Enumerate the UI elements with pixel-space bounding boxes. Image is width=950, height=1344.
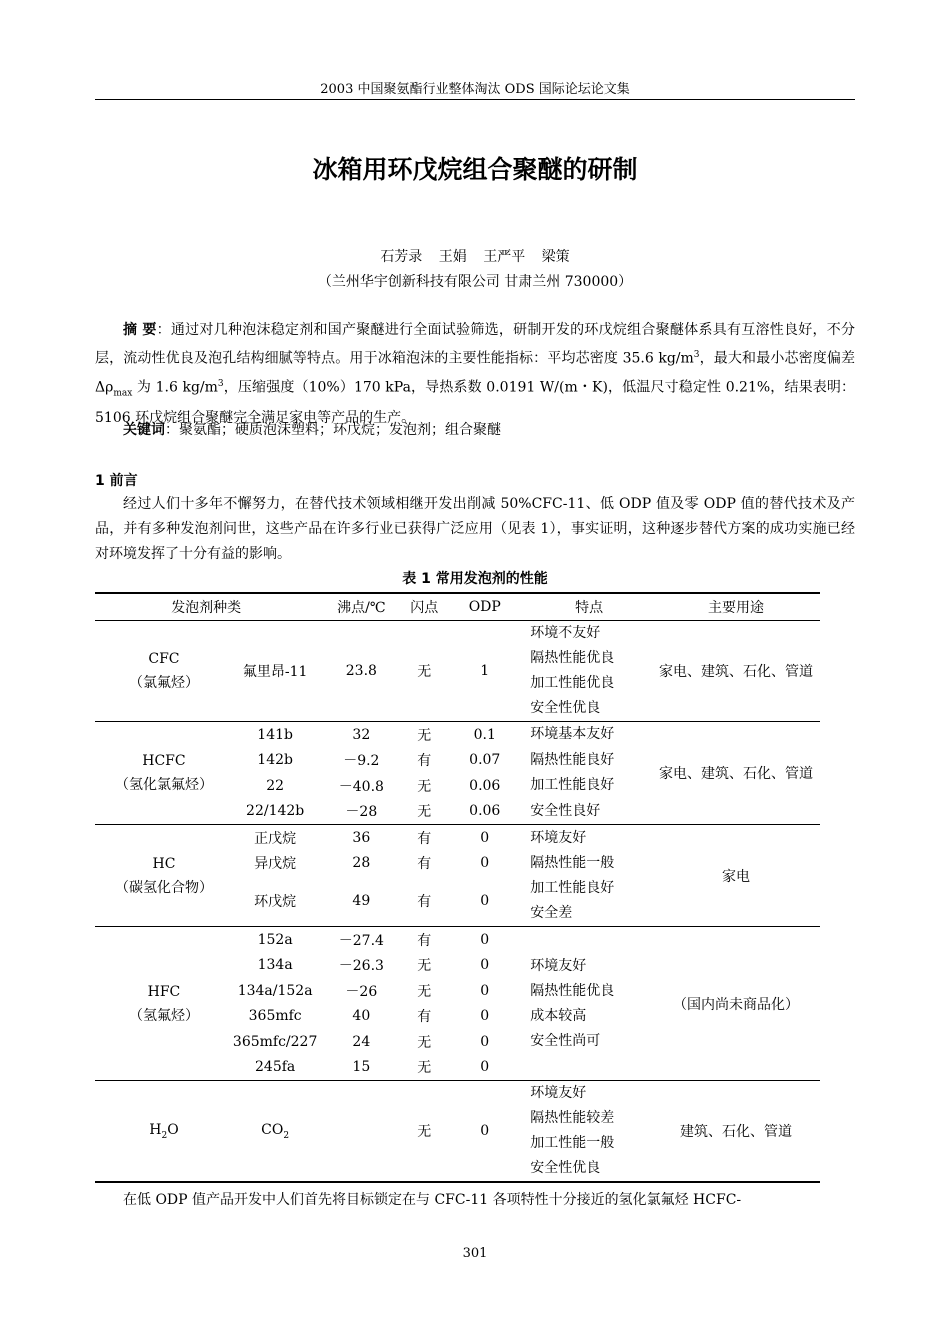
abstract-text: 通过对几种泡沫稳定剂和国产聚醚进行全面试验筛选，研制开发的环戊烷组合聚醚体系具有互溶性良好，不分层，流动性优良及泡孔结构细腻等特点。用于冰箱泡沫的主要性能指标：平均芯密度 35.6 kg/m — [95, 322, 856, 367]
keywords-sep: ： — [165, 422, 179, 438]
table-row — [95, 927, 820, 953]
flash-point: 无 — [417, 983, 432, 1000]
agent-name: 152a — [257, 931, 293, 948]
flash-point: 无 — [405, 621, 443, 722]
abstract-text: 为 1.6 kg/m — [132, 379, 218, 396]
odp-value: 0.1 — [473, 726, 496, 743]
keywords-label: 关键词 — [123, 422, 165, 438]
body-paragraph: 经过人们十多年不懈努力，在替代技术领域相继开发出削减 50%CFC-11、低 ODP 值及零 ODP 值的替代技术及产品，并有多种发泡剂问世，这些产品在许多行业已获得广泛应用（见表 1），事实证明，这种逐步替代方案的成功实施已经对环境发挥了十分有益的影响。 — [95, 496, 855, 562]
agent-name: 22 — [266, 777, 285, 794]
flash-point: 有 — [417, 1009, 432, 1026]
agent-name: 365mfc — [248, 1008, 302, 1025]
odp-value: 0 — [480, 931, 490, 948]
flash-point: 无 — [405, 799, 443, 825]
keywords — [95, 418, 855, 443]
affiliation: （兰州华宇创新科技有限公司 甘肃兰州 730000） — [317, 274, 633, 290]
boiling-point: 24 — [352, 1033, 371, 1050]
author: 梁策 — [541, 249, 570, 265]
boiling-point: 15 — [317, 1055, 405, 1081]
boiling-point: －9.2 — [343, 753, 380, 770]
boiling-point: 32 — [352, 726, 371, 743]
boiling-point: 28 — [352, 855, 371, 872]
header-rule — [95, 99, 855, 100]
odp-value: 0 — [480, 829, 490, 846]
main-use: （国内尚未商品化） — [652, 927, 820, 1081]
boiling-point: －26.3 — [338, 958, 384, 975]
agent-name: 141b — [257, 726, 293, 743]
flash-point: 无 — [417, 778, 432, 795]
odp-value: 0 — [443, 876, 526, 927]
table-caption: 表 1 常用发泡剂的性能 — [402, 571, 548, 587]
agent-name: 134a/152a — [237, 982, 313, 999]
main-use: 家电、建筑、石化、管道 — [652, 621, 820, 722]
abstract-text: ，最大和最小芯密度偏差 Δρ — [95, 350, 856, 396]
author: 王娟 — [438, 249, 467, 265]
table-row — [95, 722, 820, 748]
header-main-use: 主要用途 — [652, 593, 820, 621]
odp-value: 0.06 — [469, 777, 501, 794]
boiling-point — [317, 1081, 405, 1183]
header-flash-point: 闪点 — [405, 593, 443, 621]
odp-value: 0 — [480, 855, 490, 872]
agent-name: $CO_2$ — [233, 1081, 317, 1183]
features-cell: 隔热性能良好 — [530, 751, 615, 768]
header-boiling-point: 沸点/℃ — [317, 593, 405, 621]
agent-name: 134a — [257, 957, 293, 974]
body-paragraph: 在低 ODP 值产品开发中人们首先将目标锁定在与 CFC-11 各项特性十分接近的氢化氯氟烃 HCFC- — [123, 1192, 742, 1208]
paper-title: 冰箱用环戊烷组合聚醚的研制 — [312, 155, 638, 184]
flash-point: 有 — [417, 932, 432, 949]
features-cell: 环境友好 隔热性能较差 加工性能一般 安全性优良 — [526, 1081, 652, 1183]
flash-point: 有 — [405, 876, 443, 927]
odp-value: 0 — [443, 1055, 526, 1081]
boiling-point: －40.8 — [338, 778, 384, 795]
author-list — [95, 246, 855, 266]
boiling-point: －28 — [317, 799, 405, 825]
table-row — [95, 621, 820, 722]
boiling-point: 23.8 — [317, 621, 405, 722]
odp-value: 0 — [443, 1081, 526, 1183]
features-cell: 加工性能良好 — [530, 777, 615, 794]
odp-value: 1 — [443, 621, 526, 722]
flash-point: 无 — [417, 1034, 432, 1051]
agent-name: 氟里昂-11 — [233, 621, 317, 722]
odp-value: 0 — [480, 957, 490, 974]
odp-value: 0 — [480, 1008, 490, 1025]
page-number: 301 — [462, 1246, 488, 1261]
flash-point: 无 — [417, 727, 432, 744]
agent-name: 365mfc/227 — [232, 1033, 318, 1050]
features-cell: 安全性良好 — [526, 799, 652, 825]
main-use: 建筑、石化、管道 — [652, 1081, 820, 1183]
abstract-sep: ： — [156, 322, 171, 338]
abstract-sub: max — [113, 388, 133, 399]
features-cell: 环境友好 隔热性能一般 加工性能良好 安全差 — [526, 825, 652, 927]
boiling-point: －27.4 — [338, 932, 384, 949]
flash-point: 无 — [405, 1081, 443, 1183]
abstract-text: ，压缩强度（10%）170 kPa，导热系数 0.0191 W/(m・K)，低温尺寸稳定性 0.21%，结果表明：5106 环戊烷组合聚醚完全满足家电等产品的生产。 — [95, 379, 855, 427]
blowing-agent-table — [95, 592, 820, 1183]
flash-point: 无 — [417, 958, 432, 975]
category-cell: $H_2O$ — [95, 1081, 233, 1183]
main-use: 家电 — [652, 825, 820, 927]
category-cell: CFC （氯氟烃） — [95, 621, 233, 722]
flash-point: 有 — [417, 830, 432, 847]
features-cell: 环境基本友好 — [530, 726, 615, 743]
category-cell: HC （碳氢化合物） — [95, 825, 233, 927]
boiling-point: 36 — [352, 829, 371, 846]
agent-name: 正戊烷 — [254, 830, 297, 847]
agent-name: 142b — [257, 752, 293, 769]
agent-name: 245fa — [233, 1055, 317, 1081]
abstract-label: 摘 要 — [123, 322, 157, 338]
author: 石芳录 — [380, 249, 423, 265]
agent-name: 22/142b — [233, 799, 317, 825]
odp-value: 0 — [480, 982, 490, 999]
header-agent-type: 发泡剂种类 — [95, 593, 317, 621]
boiling-point: 40 — [352, 1008, 371, 1025]
boiling-point: －26 — [345, 983, 378, 1000]
table-row — [95, 825, 820, 851]
section-heading: 1 前言 — [95, 473, 138, 489]
table-row — [95, 1081, 820, 1183]
header-features: 特点 — [526, 593, 652, 621]
header-odp: ODP — [443, 593, 526, 621]
category-cell: HFC （氢氟烃） — [95, 927, 233, 1081]
flash-point: 无 — [405, 1055, 443, 1081]
running-header: 2003 中国聚氨酯行业整体淘汰 ODS 国际论坛论文集 — [320, 82, 630, 97]
keywords-text: 聚氨酯；硬质泡沫塑料；环戊烷；发泡剂；组合聚醚 — [179, 422, 501, 438]
main-use: 家电、建筑、石化、管道 — [652, 722, 820, 825]
category-cell: HCFC （氢化氯氟烃） — [95, 722, 233, 825]
author: 王严平 — [483, 249, 526, 265]
abstract-sup: 3 — [693, 350, 700, 360]
features-cell: 环境不友好 隔热性能优良 加工性能优良 安全性优良 — [526, 621, 652, 722]
abstract-sup: 3 — [217, 378, 224, 389]
agent-name: 异戊烷 — [254, 856, 297, 873]
features-cell: 环境友好 隔热性能优良 成本较高 安全性尚可 — [526, 927, 652, 1081]
odp-value: 0 — [480, 1033, 490, 1050]
agent-name: 环戊烷 — [233, 876, 317, 927]
odp-value: 0.07 — [469, 752, 501, 769]
flash-point: 有 — [417, 753, 432, 770]
flash-point: 有 — [417, 856, 432, 873]
odp-value: 0.06 — [443, 799, 526, 825]
boiling-point: 49 — [317, 876, 405, 927]
abstract — [95, 318, 855, 431]
